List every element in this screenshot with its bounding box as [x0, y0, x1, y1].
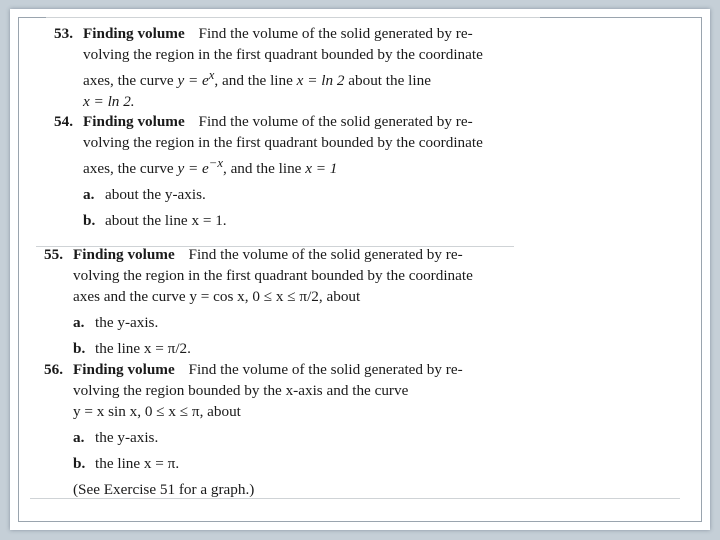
sub-part-a	[44, 427, 504, 448]
problem-text: about the line	[348, 72, 431, 90]
slide-frame	[10, 9, 710, 530]
problem-text: axes and the curve y = cos x, 0 ≤ x ≤ π/2, about	[73, 288, 361, 305]
problem-text: Find the volume of the solid generated by re-	[198, 113, 473, 130]
equation: x = 1	[305, 160, 338, 178]
problem-53	[54, 23, 524, 112]
problem-number: 56.	[44, 361, 63, 378]
problem-title: Finding volume	[83, 25, 185, 42]
sub-part-label: b.	[73, 340, 86, 357]
problem-title: Finding volume	[73, 361, 175, 378]
problem-text: Find the volume of the solid generated by re-	[188, 361, 463, 378]
problem-text: volving the region in the first quadrant bounded by the coordinate	[73, 267, 473, 284]
problem-number: 53.	[54, 25, 73, 42]
problem-text: volving the region in the first quadrant bounded by the coordinate	[83, 46, 483, 63]
sub-part-label: a.	[73, 314, 85, 331]
problem-53-line-3	[54, 65, 524, 91]
sub-part-text: the line x = π/2.	[95, 340, 191, 357]
problem-text: Find the volume of the solid generated by re-	[198, 25, 473, 42]
problem-text: axes, the curve	[83, 72, 174, 90]
problem-number: 55.	[44, 246, 63, 263]
sub-part-label: a.	[83, 186, 95, 204]
problem-title: Finding volume	[83, 113, 185, 130]
problem-text: volving the region bounded by the x-axis and the curve	[73, 382, 409, 399]
sub-part-label: a.	[73, 429, 85, 446]
problem-text: axes, the curve	[83, 160, 174, 178]
problem-55	[44, 244, 504, 359]
equation: x = ln 2	[296, 72, 345, 90]
problem-text: , and the line	[222, 160, 302, 178]
sub-part-text: the y-axis.	[95, 314, 159, 331]
problem-56-line-1	[44, 359, 504, 380]
problem-number: 54.	[54, 113, 73, 130]
sub-part-text: the line x = π.	[95, 455, 180, 472]
problem-title: Finding volume	[73, 246, 175, 263]
equation: x = ln 2.	[83, 93, 135, 111]
sub-part-a	[54, 184, 524, 205]
problem-55-line-1	[44, 244, 504, 265]
equation-exponent: −x	[208, 156, 223, 170]
sub-part-b	[44, 338, 504, 359]
problem-text: y = x sin x, 0 ≤ x ≤ π, about	[73, 403, 241, 420]
sub-part-text: about the line x = 1.	[105, 212, 227, 230]
problem-note: (See Exercise 51 for a graph.)	[73, 481, 255, 498]
equation-exponent: x	[208, 68, 215, 82]
problem-54-line-3	[54, 153, 524, 179]
problem-text: , and the line	[214, 72, 293, 90]
problem-54	[54, 111, 524, 231]
problem-text: volving the region in the first quadrant bounded by the coordinate	[83, 134, 483, 151]
equation: y = e	[177, 72, 209, 90]
sub-part-text: the y-axis.	[95, 429, 159, 446]
problem-text: Find the volume of the solid generated by re-	[188, 246, 463, 263]
sub-part-b	[54, 210, 524, 231]
scan-edge-top	[46, 17, 540, 18]
sub-part-text: about the y-axis.	[105, 186, 206, 204]
problem-56	[44, 359, 504, 500]
sub-part-b	[44, 453, 504, 474]
sub-part-label: b.	[73, 455, 86, 472]
problem-54-line-1	[54, 111, 524, 132]
sub-part-a	[44, 312, 504, 333]
sub-part-label: b.	[83, 212, 96, 230]
problem-53-line-1	[54, 23, 524, 44]
equation: y = e	[177, 160, 209, 178]
